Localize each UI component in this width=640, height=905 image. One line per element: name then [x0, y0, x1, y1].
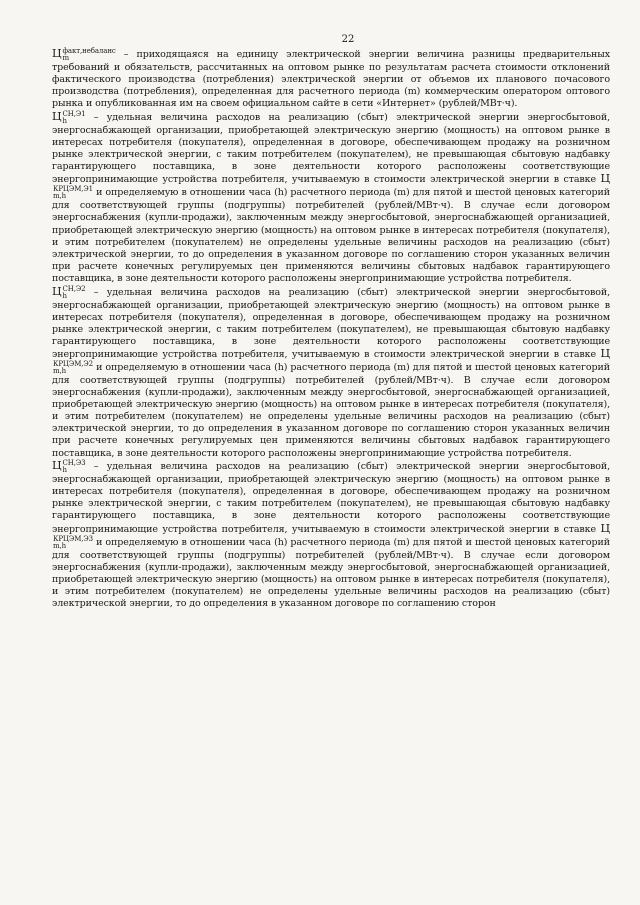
- definition-sn-e3: [52, 460, 610, 610]
- definition-sn-e2: [52, 286, 610, 460]
- inline-symbol-krcem-e3: Ц КРЦЭМ,Э3 m,h: [53, 521, 610, 550]
- inline-symbol-krcem-e1: Ц КРЦЭМ,Э1 m,h: [53, 172, 610, 201]
- inline-symbol-krcem-e2: Ц КРЦЭМ,Э2 m,h: [53, 346, 610, 375]
- symbol-sn-e3: Ц СН,Э3 h: [52, 459, 86, 475]
- definition-text: – приходящаяся на единицу электрической энергии величина разницы предварительных требований и обязательств, рассчитанных на оптовом рынке по результатам расчета стоимости отклонений фактического производства (потребления) электрической энергии от объемов их планового почасового производства (потребления), определенная для расчетного периода (m) коммерческим оператором оптового рынка и опубликованная им на своем официальном сайте в сети «Интернет» (рублей/МВт·ч).: [52, 49, 610, 110]
- symbol-sn-e1: Ц СН,Э1 h: [52, 109, 86, 125]
- definition-text-b: и определяемую в отношении часа (h) расчетного периода (m) для пятой и шестой ценовых категорий для соответствующей группы (подгруппы) потребителей (рублей/МВт·ч). В случае если договором энергоснабжения (купли-продажи), заключенным между энергосбытовой, энергоснабжающей организацией, приобретающей электрическую энергию (мощность) на оптовом рынке в интересах потребителя (покупателя), и этим потребителем (покупателем) не определены удельные величины расходов на реализацию (сбыт) электрической энергии, то до определения в указанном договоре по соглашению сторон: [52, 536, 610, 609]
- symbol-fact-imbalance: Ц факт,небаланс m: [52, 47, 116, 62]
- definition-fact-imbalance: [52, 48, 610, 110]
- definition-text-a: – удельная величина расходов на реализацию (сбыт) электрической энергии энергосбытовой, энергоснабжающей организации, приобретающей электрическую энергию (мощность) на оптовом рынке в интересах потребителя (покупателя), определенная в договоре, обеспечивающем продажу на розничном рынке электрической энергии, с таким потребителем (покупателем), не превышающая сбытовую надбавку гарантирующего поставщика, в зоне деятельности которого расположены соответствующие энергопринимающие устройства потребителя, учитываемую в стоимости электрической энергии в ставке: [52, 111, 610, 186]
- page-number: 22: [341, 34, 355, 45]
- definition-text-a: – удельная величина расходов на реализацию (сбыт) электрической энергии энергосбытовой, энергоснабжающей организации, приобретающей электрическую энергию (мощность) на оптовом рынке в интересах потребителя (покупателя), определенная в договоре, обеспечивающем продажу на розничном рынке электрической энергии, с таким потребителем (покупателем), не превышающая сбытовую надбавку гарантирующего поставщика, в зоне деятельности которого расположены соответствующие энергопринимающие устройства потребителя, учитываемую в стоимости электрической энергии в ставке: [52, 461, 610, 535]
- definition-sn-e1: [52, 111, 610, 285]
- definition-text-b: и определяемую в отношении часа (h) расчетного периода (m) для пятой и шестой ценовых категорий для соответствующей группы (подгруппы) потребителей (рублей/МВт·ч). В случае если договором энергоснабжения (купли-продажи), заключенным между энергосбытовой, энергоснабжающей организацией, приобретающей электрическую энергию (мощность) на оптовом рынке в интересах потребителя (покупателя), и этим потребителем (покупателем) не определены удельные величины расходов на реализацию (сбыт) электрической энергии, то до определения в указанном договоре по соглашению сторон указанных величин при расчете конечных регулируемых цен применяются величины сбытовых надбавок гарантирующего поставщика, в зоне деятельности которого расположены энергопринимающие устройства потребителя.: [52, 187, 610, 284]
- definition-text-a: – удельная величина расходов на реализацию (сбыт) электрической энергии энергосбытовой, энергоснабжающей организации, приобретающей электрическую энергию (мощность) на оптовом рынке в интересах потребителя (покупателя), определенная в договоре, обеспечивающем продажу на розничном рынке электрической энергии, с таким потребителем (покупателем), не превышающая сбытовую надбавку гарантирующего поставщика, в зоне деятельности которого расположены соответствующие энергопринимающие устройства потребителя, учитываемую в стоимости электрической энергии в ставке: [52, 286, 610, 360]
- definition-text-b: и определяемую в отношении часа (h) расчетного периода (m) для пятой и шестой ценовых категорий для соответствующей группы (подгруппы) потребителей (рублей/МВт·ч). В случае если договором энергоснабжения (купли-продажи), заключенным между энергосбытовой, энергоснабжающей организацией, приобретающей электрическую энергию (мощность) на оптовом рынке в интересах потребителя (покупателя), и этим потребителем (покупателем) не определены удельные величины расходов на реализацию (сбыт) электрической энергии, то до определения в указанном договоре по соглашению сторон указанных величин при расчете конечных регулируемых цен применяются величины сбытовых надбавок гарантирующего поставщика, в зоне деятельности которого расположены энергопринимающие устройства потребителя.: [52, 361, 610, 459]
- symbol-sn-e2: Ц СН,Э2 h: [52, 284, 86, 300]
